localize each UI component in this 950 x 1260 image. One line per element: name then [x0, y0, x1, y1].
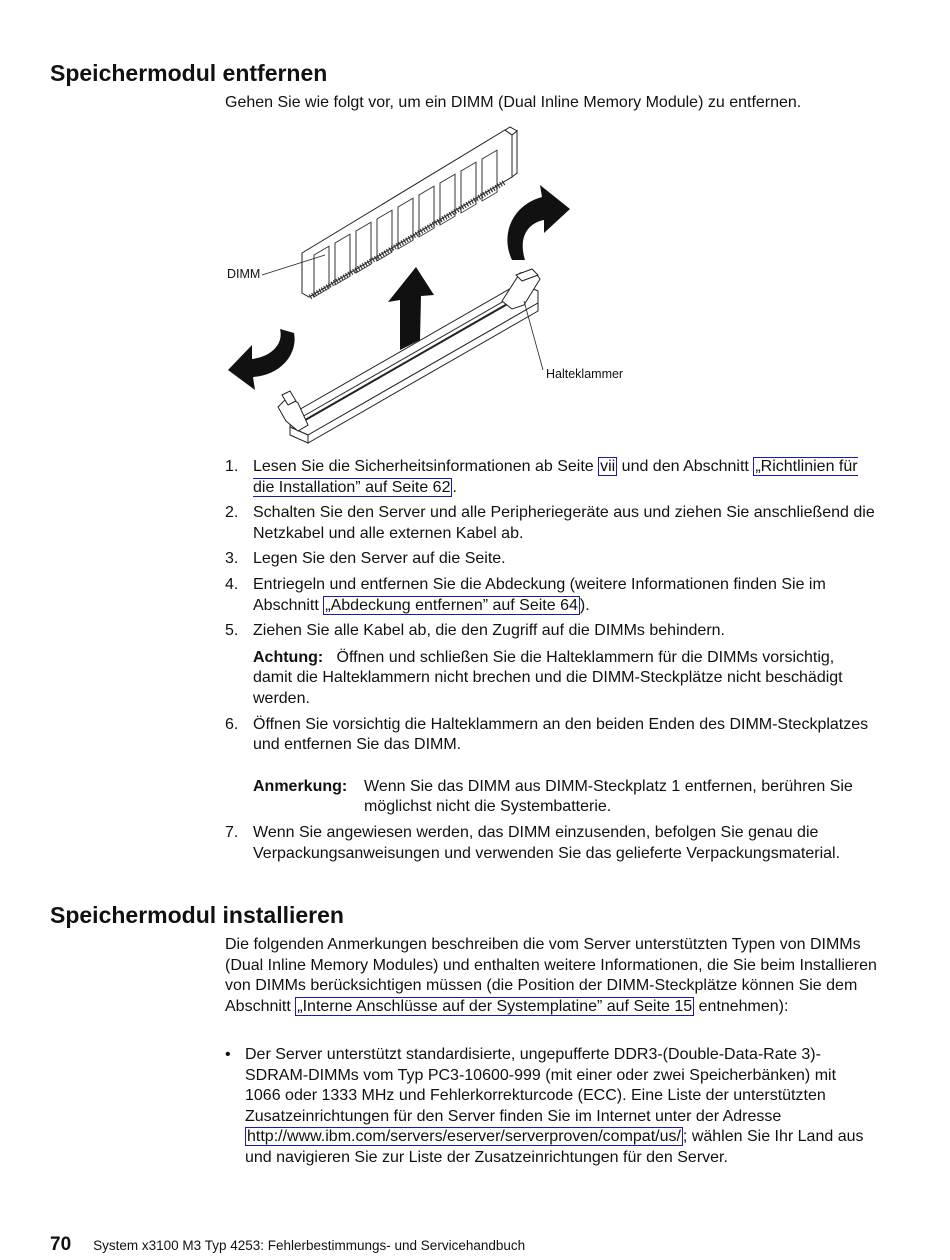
page-footer	[50, 1234, 525, 1256]
step-text: Schalten Sie den Server und alle Peripheriegeräte aus und ziehen Sie anschließend die Netzkabel und alle externen Kabel ab.	[253, 504, 875, 542]
section-heading-install: Speichermodul installieren	[50, 902, 344, 928]
step-number: 1.	[225, 458, 239, 475]
list-item-text: ; wählen Sie Ihr Land aus und navigieren Sie zur Liste der Zusatzeinrichtungen für den Server.	[245, 1128, 864, 1166]
link-page-vii[interactable]: vii	[600, 458, 616, 475]
intro-paragraph-install	[225, 935, 880, 1017]
step-item	[225, 621, 875, 709]
link-internal-connectors[interactable]: „Interne Anschlüsse auf der Systemplatine” auf Seite 15	[297, 997, 693, 1015]
note-text: Wenn Sie das DIMM aus DIMM-Steckplatz 1 entfernen, berühren Sie möglichst nicht die Systembatterie.	[364, 777, 853, 816]
dimm-module-drawing	[302, 127, 517, 297]
list-item	[225, 1045, 875, 1169]
section-heading-remove: Speichermodul entfernen	[50, 60, 328, 86]
step-text: Wenn Sie angewiesen werden, das DIMM einzusenden, befolgen Sie genau die Verpackungsanweisungen und verwenden Sie das gelieferte Verpackungsmaterial.	[253, 823, 841, 862]
bullet-icon: •	[225, 1046, 231, 1063]
note-label: Anmerkung:	[253, 777, 348, 795]
step-text: .	[452, 478, 457, 496]
step-text: Lesen Sie die Sicherheitsinformationen ab Seite	[253, 458, 599, 475]
step-item	[225, 823, 875, 864]
link-serverproven[interactable]: http://www.ibm.com/servers/eserver/serverproven/compat/us/	[247, 1128, 681, 1146]
step-text: und den Abschnitt	[617, 458, 754, 475]
intro-paragraph-remove: Gehen Sie wie folgt vor, um ein DIMM (Dual Inline Memory Module) zu entfernen.	[225, 94, 802, 111]
step-number: 5.	[225, 622, 239, 640]
paragraph-text: entnehmen):	[694, 997, 789, 1015]
step-text: Legen Sie den Server auf die Seite.	[253, 550, 506, 568]
step-item	[225, 457, 875, 498]
link-remove-cover[interactable]: „Abdeckung entfernen” auf Seite 64	[325, 596, 578, 614]
dimm-removal-illustration	[220, 125, 640, 445]
label-dimm: DIMM	[227, 267, 261, 281]
step-item	[225, 549, 875, 570]
link-installation-guidelines[interactable]: „Richtlinien für die Installation” auf Seite 62	[253, 458, 858, 496]
removal-steps-list	[225, 457, 875, 869]
step-text: Ziehen Sie alle Kabel ab, die den Zugriff auf die DIMMs behindern.	[253, 622, 725, 640]
step-text: ).	[579, 596, 590, 614]
attention-text: Öffnen und schließen Sie die Halteklammern für die DIMMs vorsichtig, damit die Halteklammern nicht brechen und die DIMM-Steckplätze nicht beschädigt werden.	[253, 648, 843, 707]
paragraph-text: Die folgenden Anmerkungen beschreiben die vom Server unterstützten Typen von DIMMs (Dual Inline Memory Modules) und enthalten weitere Informationen, die Sie beim Installieren von DIMMs berücksichtigen müssen (die Position der DIMM-Steckplätze können Sie dem Abschnitt	[225, 936, 877, 1015]
arrow-curved-right-icon	[507, 185, 570, 260]
step-number: 6.	[225, 715, 239, 733]
step-number: 7.	[225, 823, 239, 841]
attention-notice	[253, 648, 875, 710]
note-block	[253, 777, 875, 818]
label-halteklammer: Halteklammer	[546, 367, 624, 381]
install-notes-list	[225, 1045, 875, 1169]
book-title: System x3100 M3 Typ 4253: Fehlerbestimmungs- und Servicehandbuch	[93, 1238, 526, 1253]
step-number: 4.	[225, 575, 239, 593]
page-number: 70	[50, 1234, 72, 1255]
step-item	[225, 575, 875, 616]
step-number: 2.	[225, 504, 239, 522]
arrow-curved-left-icon	[228, 329, 295, 390]
step-text: Entriegeln und entfernen Sie die Abdeckung (weitere Informationen finden Sie im Abschnitt	[253, 575, 826, 614]
list-item-text: Der Server unterstützt standardisierte, ungepufferte DDR3-(Double-Data-Rate 3)-SDRAM-DIMMs vom Typ PC3-10600-999 (mit einer oder zwei Speicherbänken) mit 1066 oder 1333 MHz und Fehlerkorrekturcode (ECC). Eine Liste der unterstützten Zusatzeinrichtungen für den Server finden Sie im Internet unter der Adresse	[245, 1046, 837, 1125]
step-text: Öffnen Sie vorsichtig die Halteklammern an den beiden Enden des DIMM-Steckplatzes und entfernen Sie das DIMM.	[253, 715, 869, 754]
step-item	[225, 715, 875, 818]
attention-label: Achtung:	[253, 648, 324, 666]
step-item	[225, 503, 875, 544]
step-number: 3.	[225, 550, 239, 568]
